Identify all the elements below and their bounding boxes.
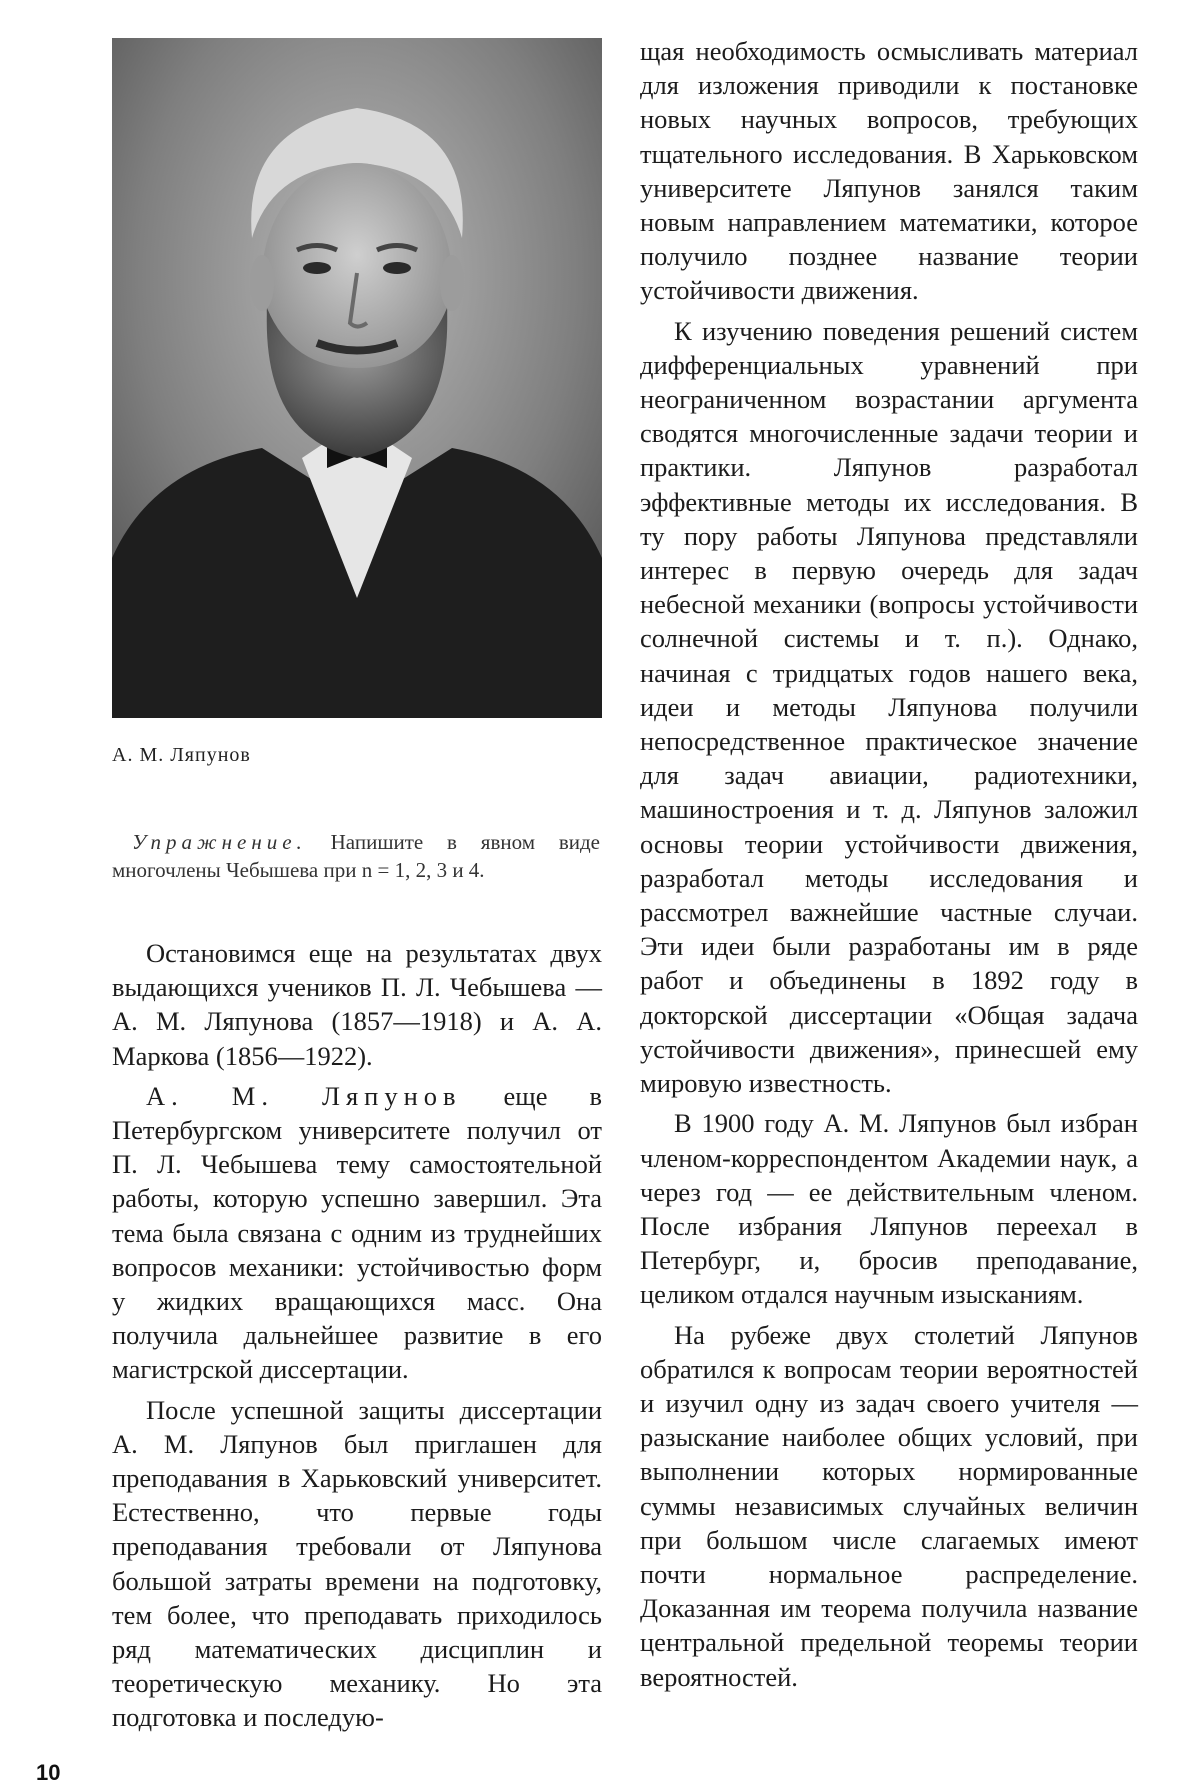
exercise-text: Напишите в явном виде многочлены Чебышева при n = 1, 2, 3 и 4.	[112, 830, 600, 882]
paragraph: На рубеже двух столетий Ляпунов обратился к вопросам теории вероятностей и изучил одну из задач своего учителя — разыскание наиболее общих условий, при выполнении которых нормированные суммы независимых случайных величин при большом числе слагаемых имеют почти нормальное распределение. Доказанная им теорема получила название центральной предельной теоремы теории вероятностей.	[640, 1319, 1138, 1692]
paragraph	[112, 1079, 602, 1387]
paragraph: Остановимся еще на результатах двух выдающихся учеников П. Л. Чебышева — А. М. Ляпунова (1857—1918) и А. А. Маркова (1856—1922).	[112, 938, 602, 1071]
paragraph: К изучению поведения решений систем дифференциальных уравнений при неограниченном возрастании аргумента сводятся многочисленные задачи теории и практики. Ляпунов разработал эффективные методы их исследования. В ту пору работы Ляпунова представляли интерес в первую очередь для задач небесной механики (вопросы устойчивости солнечной системы и т. п.). Однако, начиная с тридцатых годов нашего века, идеи и методы Ляпунова получили непосредственное практическое значение для задач авиации, радиотехники, машиностроения и т. д. Ляпунов заложил основы теории устойчивости движения, разработал методы исследования и рассмотрел важнейшие частные случаи. Эти идеи были разработаны им в ряде работ и объединены в 1892 году в докторской диссертации «Общая задача устойчивости движения», принесшей ему мировую известность.	[640, 315, 1138, 1099]
portrait-caption: А. М. Ляпунов	[112, 744, 251, 766]
portrait-photo	[112, 38, 602, 718]
paragraph: После успешной защиты диссертации А. М. Ляпунов был приглашен для преподавания в Харьковский университет. Естественно, что первые годы преподавания требовали от Ляпунова большой затраты времени на подготовку, тем более, что преподавать приходилось ряд математических дисциплин и теоретическую механику. Но эта подготовка и последую-	[112, 1394, 602, 1733]
exercise-block	[112, 828, 600, 884]
exercise-label: Упражнение.	[132, 830, 307, 854]
paragraph: В 1900 году А. М. Ляпунов был избран членом-корреспондентом Академии наук, а через год — ее действительным членом. После избрания Ляпунов переехал в Петербург, и, бросив преподавание, целиком отдался научным изысканиям.	[640, 1108, 1138, 1310]
right-column	[640, 34, 1138, 1700]
exercise-paragraph	[112, 828, 600, 884]
paragraph-text: еще в Петербургском университете получил от П. Л. Чебышева тему самостоятельной работы, которую успешно завершил. Эта тема была связана с одним из труднейших вопросов механики: устойчивостью форм у жидких вращающихся масс. Она получила дальнейшее развитие в его магистрской диссертации.	[112, 1080, 602, 1385]
paragraph: щая необходимость осмысливать материал для изложения приводили к постановке новых научных вопросов, требующих тщательного исследования. В Харьковском университете Ляпунов занялся таким новым направлением математики, которое получило позднее название теории устойчивости движения.	[640, 36, 1138, 306]
name-spaced: А. М. Ляпунов	[146, 1080, 462, 1111]
page-number: 10	[36, 1760, 61, 1785]
portrait-photo-icon	[112, 38, 602, 718]
left-column	[112, 936, 602, 1741]
